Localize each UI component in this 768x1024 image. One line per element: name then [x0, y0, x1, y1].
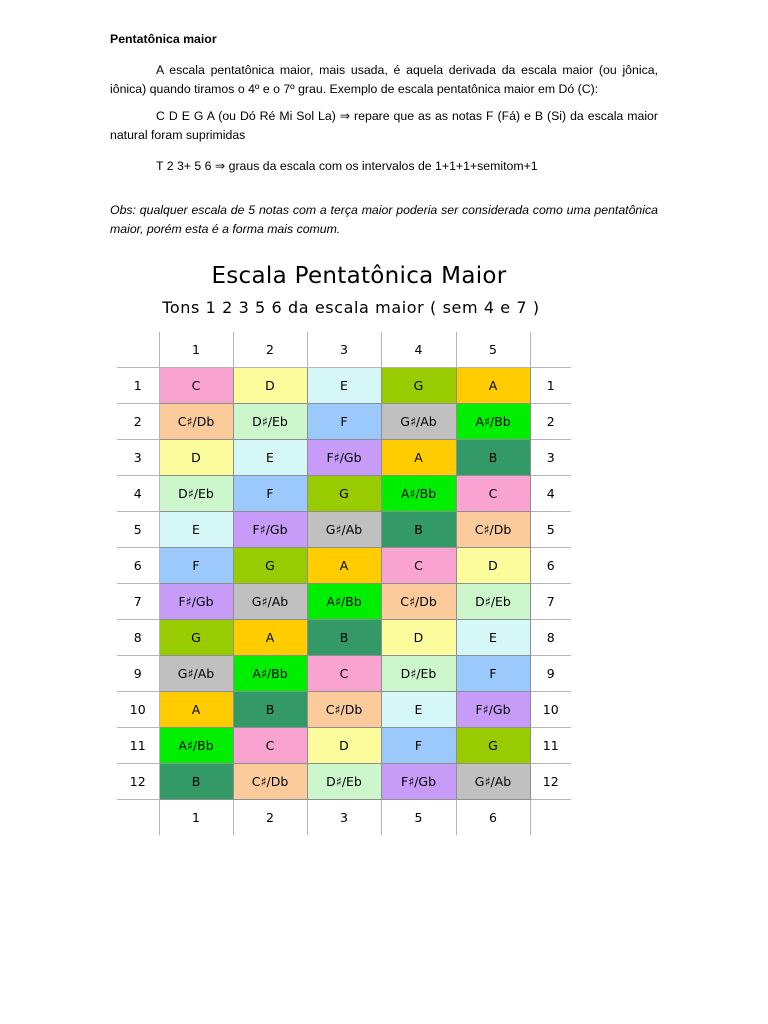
- note-cell: C♯/Db: [159, 404, 233, 440]
- note-cell: E: [233, 440, 307, 476]
- note-cell: C: [381, 548, 456, 584]
- note-cell: C: [307, 656, 381, 692]
- table-row: [117, 368, 571, 404]
- note-cell: C♯/Db: [307, 692, 381, 728]
- table-row: [117, 692, 571, 728]
- paragraph-observation: Obs: qualquer escala de 5 notas com a terça maior poderia ser considerada como uma pentatônica maior, porém esta é a forma mais comum.: [110, 203, 658, 236]
- note-cell: A♯/Bb: [159, 728, 233, 764]
- table-row: [117, 656, 571, 692]
- row-label-left: 8: [117, 620, 159, 656]
- note-cell: E: [456, 620, 530, 656]
- note-cell: C: [159, 368, 233, 404]
- note-cell: G: [233, 548, 307, 584]
- row-label-right: 4: [530, 476, 571, 512]
- note-cell: D♯/Eb: [381, 656, 456, 692]
- note-cell: F♯/Gb: [381, 764, 456, 800]
- note-cell: A♯/Bb: [233, 656, 307, 692]
- note-cell: A♯/Bb: [381, 476, 456, 512]
- degree-footer: 6: [456, 800, 530, 836]
- note-cell: A: [381, 440, 456, 476]
- row-label-left: 2: [117, 404, 159, 440]
- figure-title: Escala Pentatônica Maior: [211, 263, 507, 289]
- note-cell: G: [159, 620, 233, 656]
- row-label-right: 1: [530, 368, 571, 404]
- degree-footer: 2: [233, 800, 307, 836]
- row-label-left: 4: [117, 476, 159, 512]
- note-cell: F♯/Gb: [456, 692, 530, 728]
- note-cell: F: [456, 656, 530, 692]
- row-label-right: 8: [530, 620, 571, 656]
- note-cell: C♯/Db: [381, 584, 456, 620]
- note-cell: E: [159, 512, 233, 548]
- note-cell: D: [233, 368, 307, 404]
- note-cell: G♯/Ab: [456, 764, 530, 800]
- note-cell: F: [233, 476, 307, 512]
- table-footer-row: [117, 800, 571, 836]
- note-cell: G: [381, 368, 456, 404]
- row-label-right: 10: [530, 692, 571, 728]
- note-cell: D♯/Eb: [233, 404, 307, 440]
- note-cell: F♯/Gb: [307, 440, 381, 476]
- note-cell: F: [159, 548, 233, 584]
- row-label-right: 3: [530, 440, 571, 476]
- note-cell: B: [456, 440, 530, 476]
- note-cell: C♯/Db: [456, 512, 530, 548]
- column-header: 2: [233, 332, 307, 368]
- note-cell: D: [159, 440, 233, 476]
- row-label-left: 12: [117, 764, 159, 800]
- note-cell: B: [159, 764, 233, 800]
- row-label-left: 6: [117, 548, 159, 584]
- degree-footer: 3: [307, 800, 381, 836]
- note-cell: C: [456, 476, 530, 512]
- table-header-row: [117, 332, 571, 368]
- row-label-left: 3: [117, 440, 159, 476]
- note-cell: E: [381, 692, 456, 728]
- note-cell: F♯/Gb: [159, 584, 233, 620]
- note-cell: G: [307, 476, 381, 512]
- table-row: [117, 512, 571, 548]
- pentatonic-scale-table: [117, 332, 571, 835]
- row-label-left: 1: [117, 368, 159, 404]
- row-label-left: 7: [117, 584, 159, 620]
- row-label-left: 11: [117, 728, 159, 764]
- note-cell: C♯/Db: [233, 764, 307, 800]
- column-header: 4: [381, 332, 456, 368]
- table-row: [117, 548, 571, 584]
- note-cell: G♯/Ab: [159, 656, 233, 692]
- table-row: [117, 476, 571, 512]
- column-header: 3: [307, 332, 381, 368]
- note-cell: C: [233, 728, 307, 764]
- note-cell: F: [381, 728, 456, 764]
- corner-cell: [117, 800, 159, 836]
- corner-cell: [530, 332, 571, 368]
- note-cell: D♯/Eb: [307, 764, 381, 800]
- table-row: [117, 620, 571, 656]
- row-label-right: 6: [530, 548, 571, 584]
- note-cell: D: [456, 548, 530, 584]
- row-label-right: 5: [530, 512, 571, 548]
- document-body: [110, 30, 658, 239]
- degree-footer: 1: [159, 800, 233, 836]
- note-cell: D♯/Eb: [456, 584, 530, 620]
- note-cell: A: [233, 620, 307, 656]
- note-cell: D: [307, 728, 381, 764]
- row-label-left: 10: [117, 692, 159, 728]
- note-cell: G♯/Ab: [233, 584, 307, 620]
- table-row: [117, 764, 571, 800]
- row-label-left: 5: [117, 512, 159, 548]
- paragraph-degrees: T 2 3+ 5 6 ⇒ graus da escala com os intervalos de 1+1+1+semitom+1: [156, 159, 538, 173]
- note-cell: A: [456, 368, 530, 404]
- row-label-right: 12: [530, 764, 571, 800]
- row-label-right: 9: [530, 656, 571, 692]
- degree-footer: 5: [381, 800, 456, 836]
- row-label-right: 2: [530, 404, 571, 440]
- note-cell: A♯/Bb: [307, 584, 381, 620]
- note-cell: F♯/Gb: [233, 512, 307, 548]
- note-cell: A: [159, 692, 233, 728]
- note-cell: F: [307, 404, 381, 440]
- paragraph-example-notes: C D E G A (ou Dó Ré Mi Sol La) ⇒ repare que as as notas F (Fá) e B (Si) da escala maior natural foram suprimidas: [110, 109, 658, 142]
- pentatonic-chart-figure: [117, 258, 573, 835]
- note-cell: B: [381, 512, 456, 548]
- figure-subtitle: Tons 1 2 3 5 6 da escala maior ( sem 4 e 7 ): [162, 298, 540, 317]
- note-cell: G♯/Ab: [307, 512, 381, 548]
- row-label-left: 9: [117, 656, 159, 692]
- row-label-right: 7: [530, 584, 571, 620]
- table-row: [117, 728, 571, 764]
- note-cell: D♯/Eb: [159, 476, 233, 512]
- corner-cell: [530, 800, 571, 836]
- note-cell: B: [307, 620, 381, 656]
- note-cell: E: [307, 368, 381, 404]
- corner-cell: [117, 332, 159, 368]
- table-row: [117, 404, 571, 440]
- table-row: [117, 584, 571, 620]
- note-cell: B: [233, 692, 307, 728]
- note-cell: G♯/Ab: [381, 404, 456, 440]
- note-cell: D: [381, 620, 456, 656]
- note-cell: A: [307, 548, 381, 584]
- note-cell: G: [456, 728, 530, 764]
- table-row: [117, 440, 571, 476]
- row-label-right: 11: [530, 728, 571, 764]
- section-heading: Pentatônica maior: [110, 32, 217, 46]
- column-header: 5: [456, 332, 530, 368]
- note-cell: A♯/Bb: [456, 404, 530, 440]
- column-header: 1: [159, 332, 233, 368]
- paragraph-definition: A escala pentatônica maior, mais usada, é aquela derivada da escala maior (ou jônica, iônica) quando tiramos o 4º e o 7º grau. Exemplo de escala pentatônica maior em Dó (C):: [110, 63, 658, 96]
